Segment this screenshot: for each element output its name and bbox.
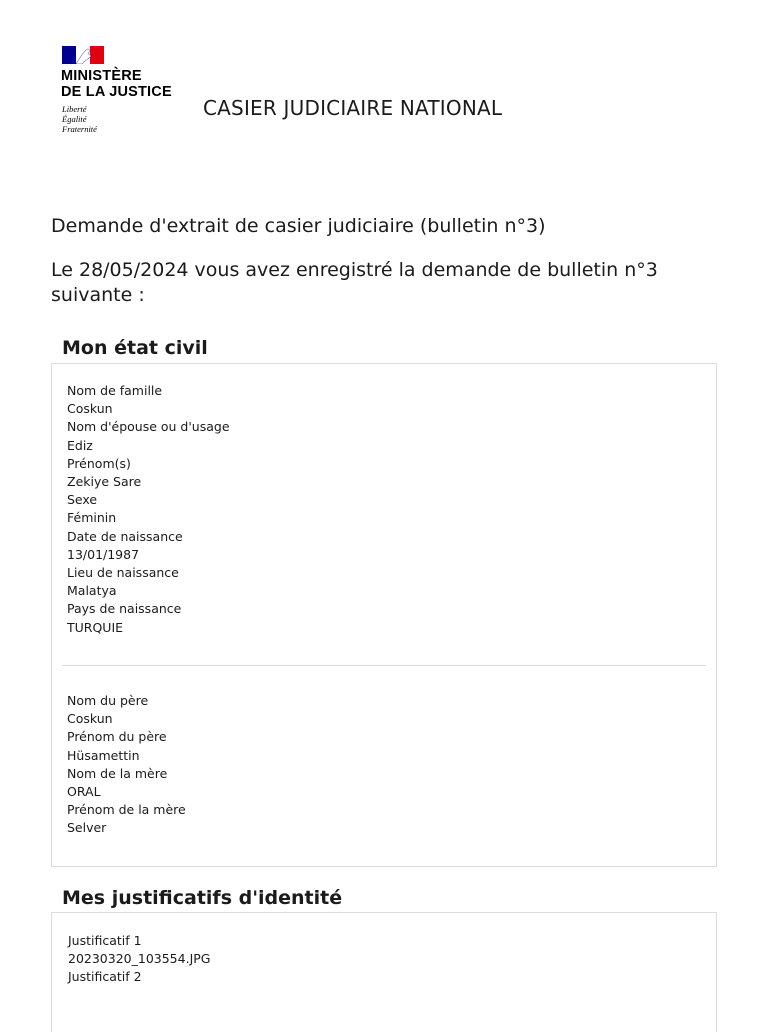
field-label: Prénom de la mère [67, 802, 186, 818]
field-value: Hüsamettin [67, 747, 140, 763]
doc-label: Justificatif 1 [68, 933, 142, 948]
field-value: Zekiye Sare [67, 474, 142, 490]
motto-liberte: Liberté [62, 104, 87, 114]
field-label: Nom de la mère [67, 765, 168, 781]
personal-fields [67, 382, 230, 637]
field-value: ORAL [67, 784, 101, 800]
field-value: Coskun [67, 711, 113, 727]
field-label: Nom du père [67, 693, 149, 708]
service-title: CASIER JUDICIAIRE NATIONAL [203, 96, 503, 120]
field-value: Ediz [67, 437, 93, 453]
section-divider [62, 665, 706, 666]
field-label: Nom d'épouse ou d'usage [67, 419, 230, 435]
civil-status-heading: Mon état civil [62, 337, 208, 359]
doc-label: Justificatif 2 [68, 969, 142, 985]
marianne-flag-icon [62, 46, 104, 64]
doc-filename: 20230320_103554.JPG [68, 951, 211, 967]
field-label: Sexe [67, 492, 98, 508]
field-label: Prénom(s) [67, 455, 131, 471]
document-title: Demande d'extrait de casier judiciaire (bulletin n°3) [51, 215, 546, 237]
field-label: Date de naissance [67, 528, 183, 544]
ministry-name-line2: DE LA JUSTICE [61, 84, 172, 100]
identity-doc-fields [68, 932, 210, 987]
field-value: Malatya [67, 583, 117, 599]
motto-egalite: Égalité [62, 114, 87, 124]
field-value: 13/01/1987 [67, 546, 140, 562]
field-label: Lieu de naissance [67, 565, 179, 581]
request-intro: Le 28/05/2024 vous avez enregistré la demande de bulletin n°3 suivante : [51, 259, 658, 306]
field-label: Pays de naissance [67, 601, 182, 617]
motto-fraternite: Fraternité [62, 124, 97, 134]
identity-docs-heading: Mes justificatifs d'identité [62, 887, 343, 909]
parent-fields [67, 692, 186, 838]
ministry-logo [50, 40, 190, 148]
identity-docs-card [51, 912, 717, 1032]
field-value: TURQUIE [67, 619, 124, 635]
field-value: Selver [67, 820, 107, 836]
field-value: Féminin [67, 510, 117, 526]
field-label: Nom de famille [67, 383, 163, 398]
field-label: Prénom du père [67, 729, 167, 745]
civil-status-card [51, 363, 717, 867]
field-value: Coskun [67, 401, 113, 417]
ministry-name-line1: MINISTÈRE [61, 68, 142, 84]
